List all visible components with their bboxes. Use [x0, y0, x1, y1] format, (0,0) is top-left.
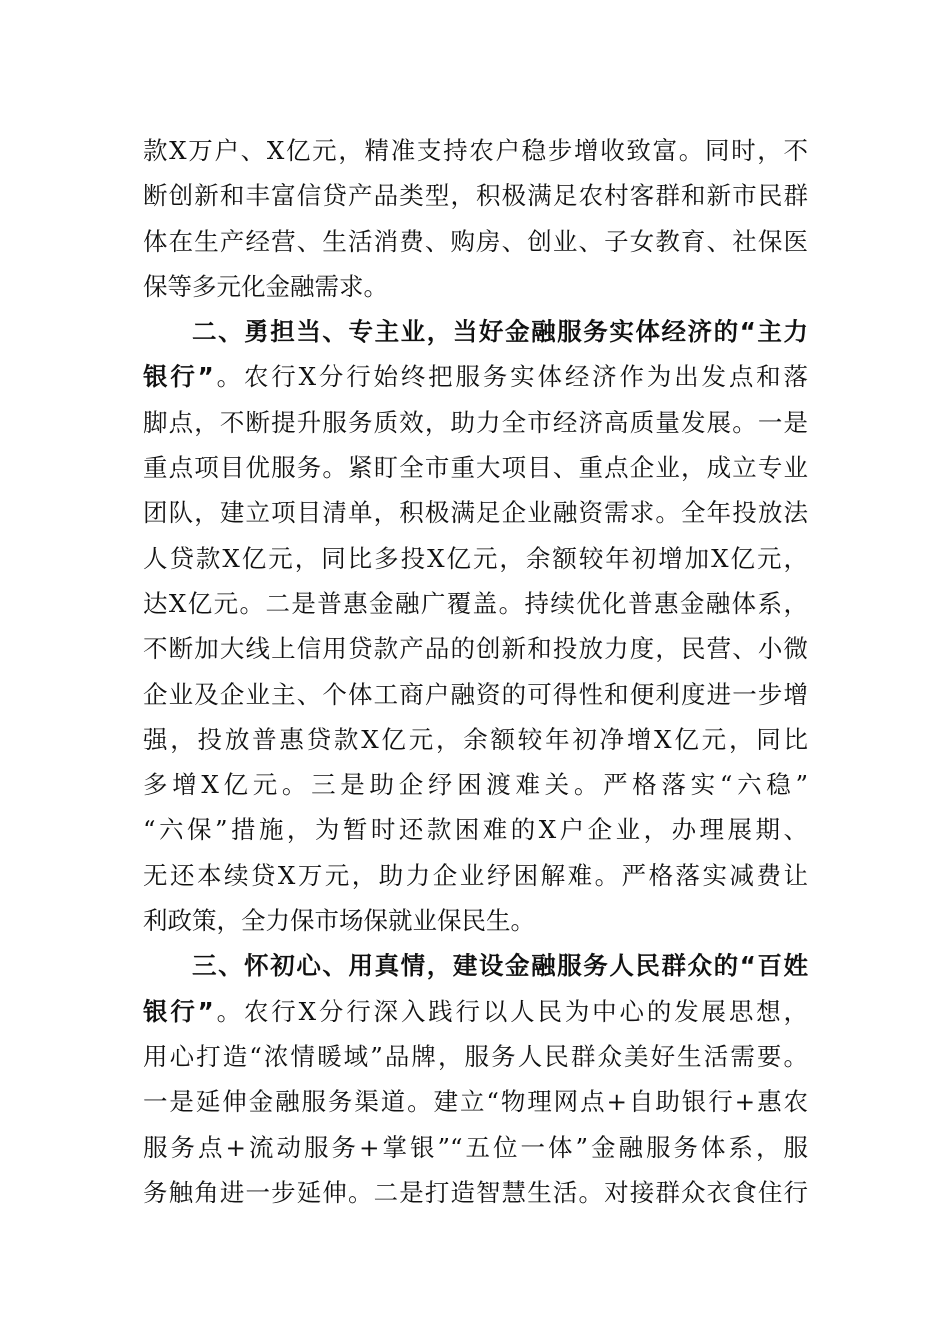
text-line: 无还本续贷X万元，助力企业纾困解难。严格落实减费让 — [143, 860, 808, 890]
text-line: 重点项目优服务。紧盯全市重大项目、重点企业，成立专业 — [143, 453, 808, 483]
section-heading-text: 三、怀初心、用真情，建设金融服务人民群众的“百姓 — [192, 951, 808, 981]
text-line: 体在生产经营、生活消费、购房、创业、子女教育、社保医 — [143, 226, 808, 256]
text-line: “六保”措施，为暂时还款困难的X户企业，办理展期、 — [143, 815, 808, 845]
text-line: 多增X亿元。三是助企纾困渡难关。严格落实“六稳” — [143, 770, 808, 800]
paragraph-1 — [143, 128, 808, 309]
text-line: 不断加大线上信用贷款产品的创新和投放力度，民营、小微 — [143, 634, 808, 664]
text-line — [143, 989, 808, 1034]
text-line: 团队，建立项目清单，积极满足企业融资需求。全年投放法 — [143, 498, 808, 528]
section-heading-text: 银行” — [143, 996, 214, 1026]
text-line: 服务点+流动服务+掌银”“五位一体”金融服务体系，服 — [143, 1132, 808, 1162]
text-line: 务触角进一步延伸。二是打造智慧生活。对接群众衣食住行 — [143, 1177, 808, 1207]
body-text: 。农行X分行始终把服务实体经济作为出发点和落 — [213, 362, 808, 392]
section-heading-line — [143, 943, 808, 988]
text-line: 达X亿元。二是普惠金融广覆盖。持续优化普惠金融体系， — [143, 588, 808, 618]
text-line: 强，投放普惠贷款X亿元，余额较年初净增X亿元，同比 — [143, 724, 808, 754]
paragraph-3 — [143, 943, 808, 1215]
text-line: 保等多元化金融需求。 — [143, 271, 388, 301]
text-line — [143, 354, 808, 399]
text-line: 脚点，不断提升服务质效，助力全市经济高质量发展。一是 — [143, 407, 808, 437]
text-line: 人贷款X亿元，同比多投X亿元，余额较年初增加X亿元， — [143, 543, 808, 573]
text-line: 款X万户、X亿元，精准支持农户稳步增收致富。同时，不 — [143, 136, 808, 165]
document-body — [143, 128, 808, 1215]
text-line: 断创新和丰富信贷产品类型，积极满足农村客群和新市民群 — [143, 181, 808, 211]
text-line: 一是延伸金融服务渠道。建立“物理网点+自助银行+惠农 — [143, 1087, 808, 1117]
section-heading-text: 银行” — [143, 362, 214, 392]
section-heading-line — [143, 309, 808, 354]
text-line: 用心打造“浓情暖域”品牌，服务人民群众美好生活需要。 — [143, 1041, 808, 1071]
text-line: 利政策，全力保市场保就业保民生。 — [143, 906, 535, 936]
body-text: 。农行X分行深入践行以人民为中心的发展思想， — [213, 996, 808, 1026]
paragraph-2 — [143, 309, 808, 943]
section-heading-text: 二、勇担当、专主业，当好金融服务实体经济的“主力 — [192, 317, 808, 347]
text-line: 企业及企业主、个体工商户融资的可得性和便利度进一步增 — [143, 679, 808, 709]
